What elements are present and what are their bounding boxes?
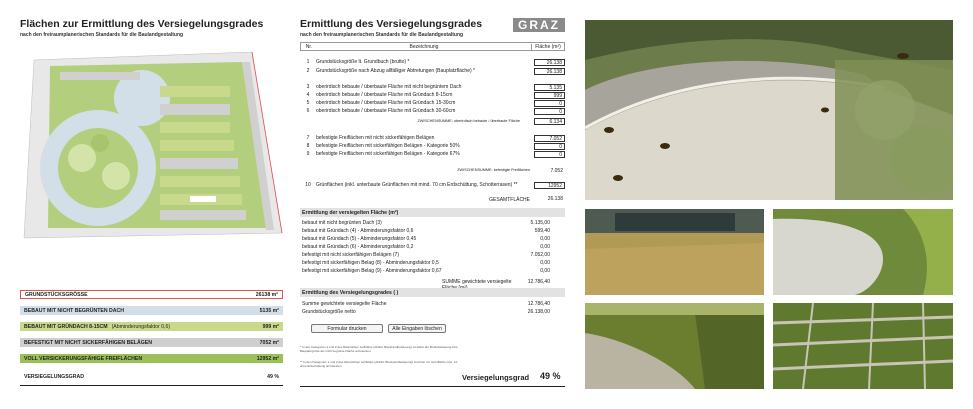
legend-label: BEFESTIGT MIT NICHT SICKERFÄHIGEN BELÄGEN bbox=[24, 339, 152, 346]
row-nr: 4 bbox=[306, 92, 310, 98]
legend-value: 26138 m² bbox=[255, 291, 278, 298]
section-sealed-area: Ermittlung der versiegelten Fläche (m²) bbox=[300, 208, 565, 217]
calc-label: befestigt mit nicht sickerfähigen Belägen (7) bbox=[302, 252, 399, 258]
area-input[interactable]: 5.135 bbox=[534, 84, 565, 91]
photo-path-bank-image bbox=[585, 303, 764, 389]
legend-value: 999 m² bbox=[262, 323, 279, 330]
calc-label: bebaut mit nicht begrünten Dach (3) bbox=[302, 220, 382, 226]
table-row bbox=[300, 99, 565, 107]
subtotal-2 bbox=[534, 167, 565, 175]
table-row bbox=[300, 83, 565, 91]
legend-result bbox=[20, 372, 283, 381]
calc-sum-value: 12.786,40 bbox=[527, 279, 550, 285]
calc-row bbox=[302, 301, 550, 308]
legend-value: 12952 m² bbox=[256, 355, 279, 362]
calc-sum-label: SUMME gewichtete versiegelte bbox=[442, 279, 512, 285]
calc-row bbox=[302, 309, 550, 316]
area-input[interactable]: 26.138 bbox=[534, 59, 565, 66]
row-desc: Grundstücksgröße nach Abzug allfälliger Abtretungen (Bauplatzfläche) * bbox=[316, 68, 475, 74]
photo-meadow-building bbox=[585, 209, 764, 295]
row-nr: 9 bbox=[306, 151, 310, 157]
photo-curved-path bbox=[773, 209, 953, 295]
area-input[interactable]: 0 bbox=[534, 143, 565, 150]
area-input[interactable]: 999 bbox=[534, 92, 565, 99]
calc-label: Summe gewichtete versiegelte Fläche bbox=[302, 301, 387, 307]
calc-value: 12.786,40 bbox=[527, 301, 550, 307]
area-input[interactable]: 7.052 bbox=[534, 135, 565, 142]
row-nr: 1 bbox=[306, 59, 310, 65]
legend-value: 5135 m² bbox=[259, 307, 279, 314]
col-area: Fläche (m²) bbox=[531, 44, 564, 50]
graz-logo: GRAZ bbox=[513, 18, 565, 32]
calc-value: 26.138,00 bbox=[527, 309, 550, 315]
photo-grass-pavers bbox=[773, 303, 953, 389]
photo-path-bank bbox=[585, 303, 764, 389]
table-row bbox=[300, 67, 565, 75]
row-desc: Grundstücksgröße lt. Grundbuch (brutto) * bbox=[316, 59, 410, 65]
legend-label: GRUNDSTÜCKSGRÖSSE bbox=[25, 291, 88, 298]
subtotal-2-label: ZWISCHENSUMME: befestigte Freiflächen bbox=[457, 168, 530, 172]
row-desc: Grünflächen (inkl. unterbaute Grünflächen mit mind. 70 cm Erdschüttung, Schotterrasen) ** bbox=[316, 182, 518, 188]
legend-value: 7052 m² bbox=[259, 339, 279, 346]
subtotal-1 bbox=[534, 117, 565, 125]
row-nr: 3 bbox=[306, 84, 310, 90]
result-label: VERSIEGELUNGSGRAD bbox=[24, 373, 84, 380]
row-nr: 10 bbox=[305, 182, 311, 188]
print-form-button[interactable]: Formular drucken bbox=[311, 324, 383, 333]
legend-sub: (Abminderungsfaktor 0,6) bbox=[111, 323, 171, 330]
legend-green-area bbox=[20, 354, 283, 363]
total bbox=[534, 195, 565, 203]
photo-meadow-building-image bbox=[585, 209, 764, 295]
calc-row bbox=[302, 244, 550, 251]
divider bbox=[20, 385, 283, 386]
table-row bbox=[300, 134, 565, 142]
calc-value: 599,40 bbox=[534, 228, 550, 234]
legend-site-size bbox=[20, 290, 283, 299]
legend-label: VOLL VERSICKERUNGSFÄHIGE FREIFLÄCHEN bbox=[24, 355, 143, 362]
subtotal-1-label: ZWISCHENSUMME: oberirdisch bebaute / überbaute Fläche bbox=[417, 119, 520, 123]
middle-title: Ermittlung des Versiegelungsgrades bbox=[300, 18, 483, 30]
photo-path-bees bbox=[585, 20, 953, 200]
row-desc: befestigte Freiflächen mit nicht sickerfähigen Belägen bbox=[316, 135, 435, 141]
legend-roof-unplanted bbox=[20, 306, 283, 315]
table-row bbox=[300, 150, 565, 158]
calc-sum-row bbox=[302, 279, 550, 286]
row-desc: oberirdisch bebaute / überbaute Fläche mit Gründach 8-15cm bbox=[316, 92, 453, 98]
calc-row bbox=[302, 236, 550, 243]
calc-value: 0,00 bbox=[540, 268, 550, 274]
row-nr: 8 bbox=[306, 143, 310, 149]
col-nr: Nr. bbox=[305, 43, 313, 50]
clear-all-button[interactable]: Alle Eingaben löschen bbox=[388, 324, 446, 333]
photo-curved-path-image bbox=[773, 209, 953, 295]
legend-label: BEBAUT MIT NICHT BEGRÜNTEN DACH bbox=[24, 307, 124, 314]
photo-path-bees-image bbox=[585, 20, 953, 200]
table-row bbox=[300, 142, 565, 150]
calc-row bbox=[302, 228, 550, 235]
calc-label: bebaut mit Gründach (6) - Abminderungsfaktor 0,2 bbox=[302, 244, 414, 250]
area-input[interactable]: 26.138 bbox=[534, 68, 565, 75]
table-row bbox=[300, 58, 565, 66]
calc-label: Grundstücksgröße netto bbox=[302, 309, 356, 315]
left-subtitle: nach den freiraumplanerischen Standards für die Baulandgestaltung bbox=[20, 32, 184, 38]
table-row bbox=[300, 181, 565, 189]
calc-value: 0,00 bbox=[540, 260, 550, 266]
row-desc: befestigte Freiflächen mit sickerfähigen Belägen - Kategorie 50% bbox=[316, 143, 460, 149]
calc-label: befestigt mit sickerfähigen Belag (9) - Abminderungsfaktor 0,67 bbox=[302, 268, 442, 274]
site-plan bbox=[20, 38, 283, 248]
row-desc: befestigte Freiflächen mit sickerfähigen Belägen - Kategorie 67% bbox=[316, 151, 460, 157]
subtotal-2-value: 7.052 bbox=[550, 167, 563, 174]
subtotal-1-value: 6.134 bbox=[534, 118, 565, 125]
result-value: 49 % bbox=[267, 373, 279, 380]
calc-label: bebaut mit Gründach (5) - Abminderungsfaktor 0,45 bbox=[302, 236, 417, 242]
row-nr: 6 bbox=[306, 108, 310, 114]
footnote-1: * In den Kategorien 1 und 2 des Räumlichen Leitbildes (Abbild: Blockrandbebauung) ist dabei der Bruttobebauung bzw. Bauplatzgröße der nicht begrünte Fläche anzusetzen. bbox=[300, 345, 459, 353]
left-title: Flächen zur Ermittlung des Versiegelungsgrades bbox=[20, 18, 264, 30]
col-desc: Bezeichnung bbox=[409, 43, 439, 50]
calc-row bbox=[302, 220, 550, 227]
photo-grass-pavers-image bbox=[773, 303, 953, 389]
area-input[interactable]: 12952 bbox=[534, 182, 565, 189]
section-sealing-degree: Ermittlung des Versiegelungsgrades ( ) bbox=[300, 288, 565, 297]
calc-label: bebaut mit Gründach (4) - Abminderungsfaktor 0,6 bbox=[302, 228, 414, 234]
calc-label: befestigt mit sickerfähigen Belag (8) - Abminderungsfaktor 0,5 bbox=[302, 260, 439, 266]
legend-sealed-paving bbox=[20, 338, 283, 347]
row-desc: oberirdisch bebaute / überbaute Fläche mit nicht begrüntem Dach bbox=[316, 84, 462, 90]
area-input[interactable]: 0 bbox=[534, 100, 565, 107]
calc-value: 0,00 bbox=[540, 236, 550, 242]
table-row bbox=[300, 91, 565, 99]
middle-subtitle: nach den freiraumplanerischen Standards für die Baulandgestaltung bbox=[300, 32, 464, 38]
result-label: Versiegelungsgrad bbox=[462, 373, 530, 382]
calc-row bbox=[302, 268, 550, 275]
legend-label: BEBAUT MIT GRÜNDACH 8-15CM bbox=[24, 323, 108, 330]
total-value: 26.138 bbox=[547, 195, 563, 202]
table-row bbox=[300, 107, 565, 115]
row-nr: 5 bbox=[306, 100, 310, 106]
table-header bbox=[300, 42, 565, 51]
footnote-2: ** In den Kategorien 1 und 2 des Räumlichen Leitbildes (Abbild: Blockrandbebauung) sind hier zur Grünfläche max. 10 ohne Erdschüttung anzusetzen. bbox=[300, 360, 458, 368]
calc-value: 5.135,00 bbox=[530, 220, 550, 226]
row-desc: oberirdisch bebaute / überbaute Fläche mit Gründach 30-60cm bbox=[316, 108, 456, 114]
calc-row bbox=[302, 260, 550, 267]
row-nr: 7 bbox=[306, 135, 310, 141]
calc-row bbox=[302, 252, 550, 259]
total-label: GESAMTFLÄCHE bbox=[489, 197, 530, 203]
legend-green-roof bbox=[20, 322, 283, 331]
row-desc: oberirdisch bebaute / überbaute Fläche mit Gründach 15-30cm bbox=[316, 100, 456, 106]
area-input[interactable]: 0 bbox=[534, 108, 565, 115]
calc-value: 0,00 bbox=[540, 244, 550, 250]
row-nr: 2 bbox=[306, 68, 310, 74]
calc-value: 7.052,00 bbox=[530, 252, 550, 258]
result-value: 49 % bbox=[540, 371, 561, 381]
area-input[interactable]: 0 bbox=[534, 151, 565, 158]
divider bbox=[300, 386, 565, 387]
